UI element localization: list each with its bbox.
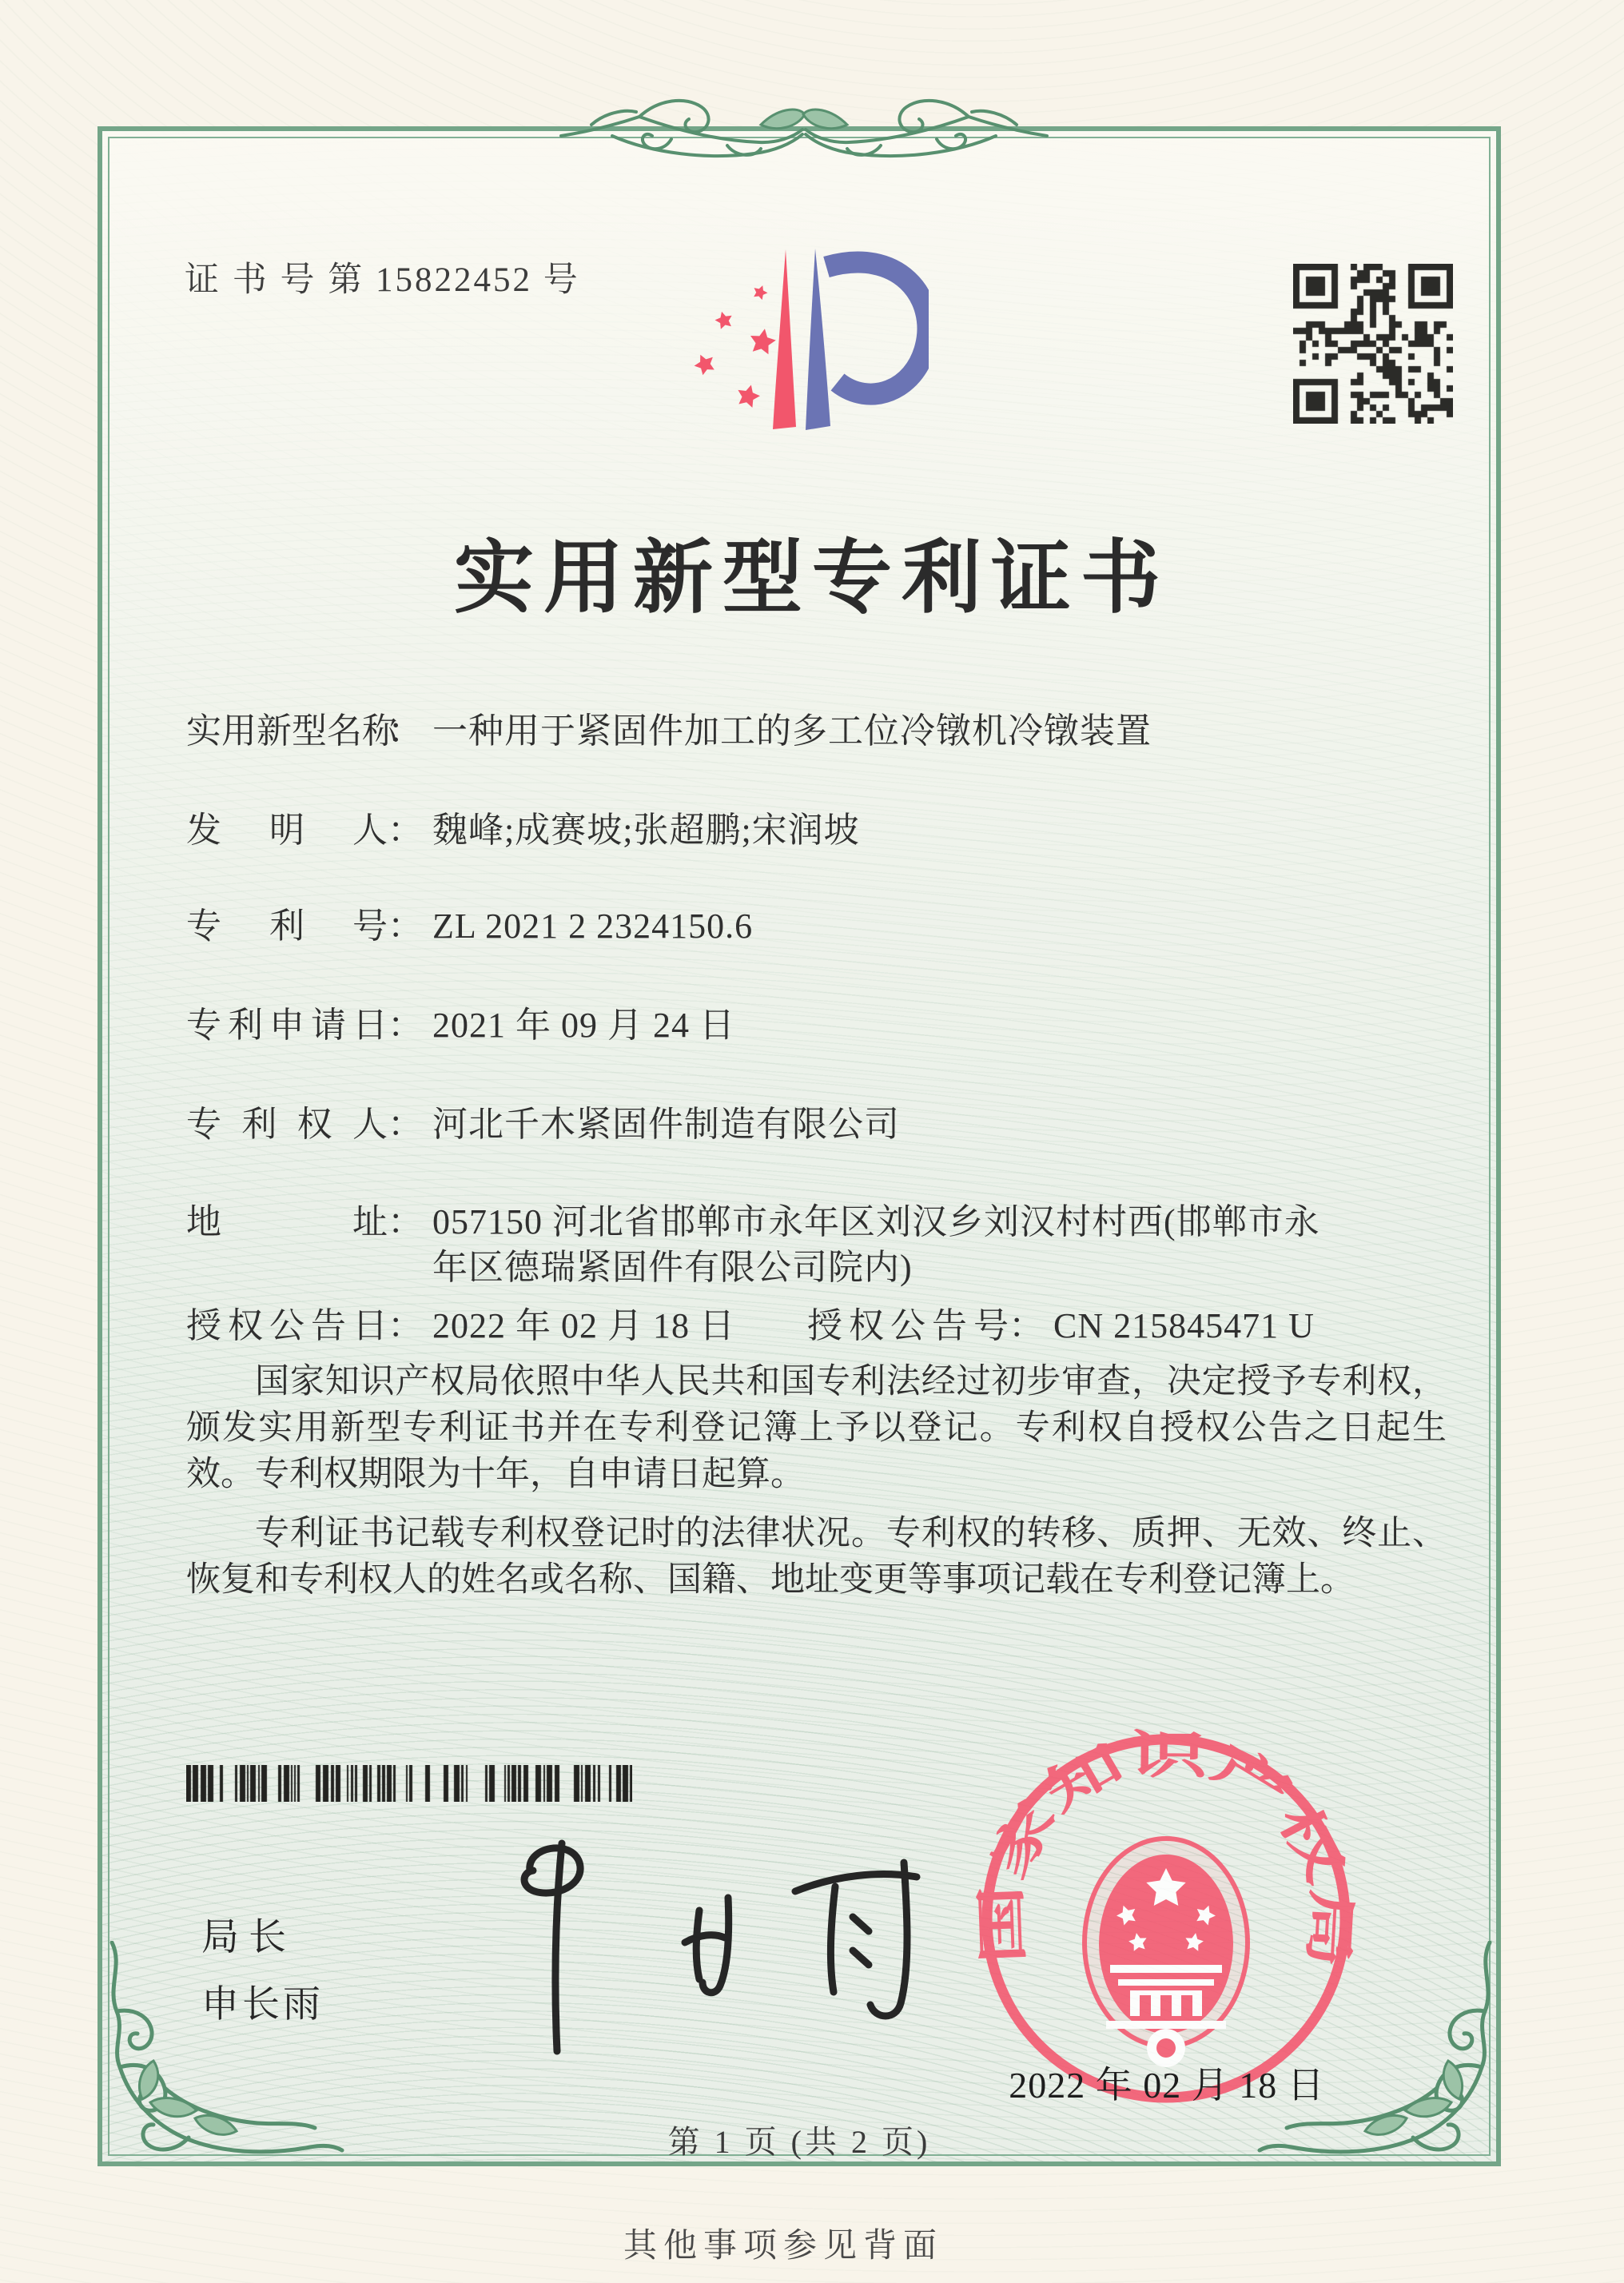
barcode [186, 1765, 632, 1802]
field-inventors-value: 魏峰;成赛坡;张超鹏;宋润坡 [432, 811, 860, 850]
field-patent-number-value: ZL 2021 2 2324150.6 [432, 906, 754, 946]
seal-national-emblem [1085, 1839, 1248, 2067]
field-grant-date-label: 授权公告日 [186, 1306, 388, 1345]
commissioner-name-label: 申长雨 [201, 1984, 324, 2026]
field-grant-number: 授权公告号： CN 215845471 U [807, 1297, 1315, 1348]
legal-paragraph-1: 国家知识产权局依照中华人民共和国专利法经过初步审查，决定授予专利权，颁发实用新型专利证书并在专利登记簿上予以登记。专利权自授权公告之日起生效。专利权期限为十年，自申请日起算。 [186, 1363, 1447, 1493]
field-address-value-line1: 057150 河北省邯郸市永年区刘汉乡刘汉村村西(邯郸市永 [432, 1202, 1320, 1241]
field-grant-number-value: CN 215845471 U [1053, 1306, 1315, 1345]
certificate-title: 实用新型专利证书 [454, 534, 1170, 623]
back-side-note: 其他事项参见背面 [623, 2228, 943, 2265]
field-inventors: 发明人： 魏峰;成赛坡;张超鹏;宋润坡 [186, 801, 860, 852]
page-number-note: 第 1 页 (共 2 页) [667, 2124, 931, 2160]
field-address-label: 地址 [186, 1202, 388, 1241]
field-name-value: 一种用于紧固件加工的多工位冷镦机冷镦装置 [432, 711, 1152, 751]
cnipa-logo [689, 245, 929, 436]
field-address: 地址： 057150 河北省邯郸市永年区刘汉乡刘汉村村西(邯郸市永 年区德瑞紧固件有限公司院内) [186, 1193, 1320, 1244]
field-grant-date-value: 2022 年 02 月 18 日 [432, 1306, 735, 1345]
commissioner-title-label: 局长 [201, 1917, 296, 1958]
legal-paragraph-2: 专利证书记载专利权登记时的法律状况。专利权的转移、质押、无效、终止、恢复和专利权人的姓名或名称、国籍、地址变更等事项记载在专利登记簿上。 [186, 1515, 1447, 1599]
seal-date: 2022 年 02 月 18 日 [1009, 2065, 1325, 2106]
field-patent-number: 专利号： ZL 2021 2 2324150.6 [186, 897, 753, 948]
field-name-label: 实用新型名称 [186, 711, 397, 751]
logo-p-bowl [826, 262, 928, 394]
field-grant-row: 授权公告日： 2022 年 02 月 18 日 授权公告号： CN 215845471 U [186, 1297, 735, 1348]
commissioner-signature-handwriting [460, 1815, 939, 2070]
top-border-ornament [559, 90, 1049, 177]
certificate-number: 证 书 号 第 15822452 号 [185, 261, 580, 299]
field-filing-date: 专利申请日： 2021 年 09 月 24 日 [186, 996, 735, 1047]
logo-stars [691, 283, 778, 408]
field-filing-date-label: 专利申请日 [186, 1006, 388, 1045]
qr-code [1293, 264, 1453, 424]
logo-red-wedge [773, 249, 796, 429]
field-patentee-label: 专利权人 [186, 1105, 388, 1144]
logo-blue-wedge [806, 249, 830, 430]
field-grant-number-label: 授权公告号 [807, 1306, 1009, 1345]
field-inventors-label: 发明人 [186, 811, 388, 850]
field-patentee-value: 河北千木紧固件制造有限公司 [432, 1105, 900, 1144]
seal-ring-text: 国家知识产权局 [973, 1727, 1360, 1966]
field-patent-number-label: 专利号 [186, 906, 388, 946]
field-patentee: 专利权人： 河北千木紧固件制造有限公司 [186, 1095, 900, 1146]
legal-text [186, 1359, 1447, 1604]
field-address-value-line2: 年区德瑞紧固件有限公司院内) [432, 1248, 913, 1287]
field-filing-date-value: 2021 年 09 月 24 日 [432, 1006, 735, 1045]
field-name: 实用新型名称： 一种用于紧固件加工的多工位冷镦机冷镦装置 [186, 702, 1152, 753]
